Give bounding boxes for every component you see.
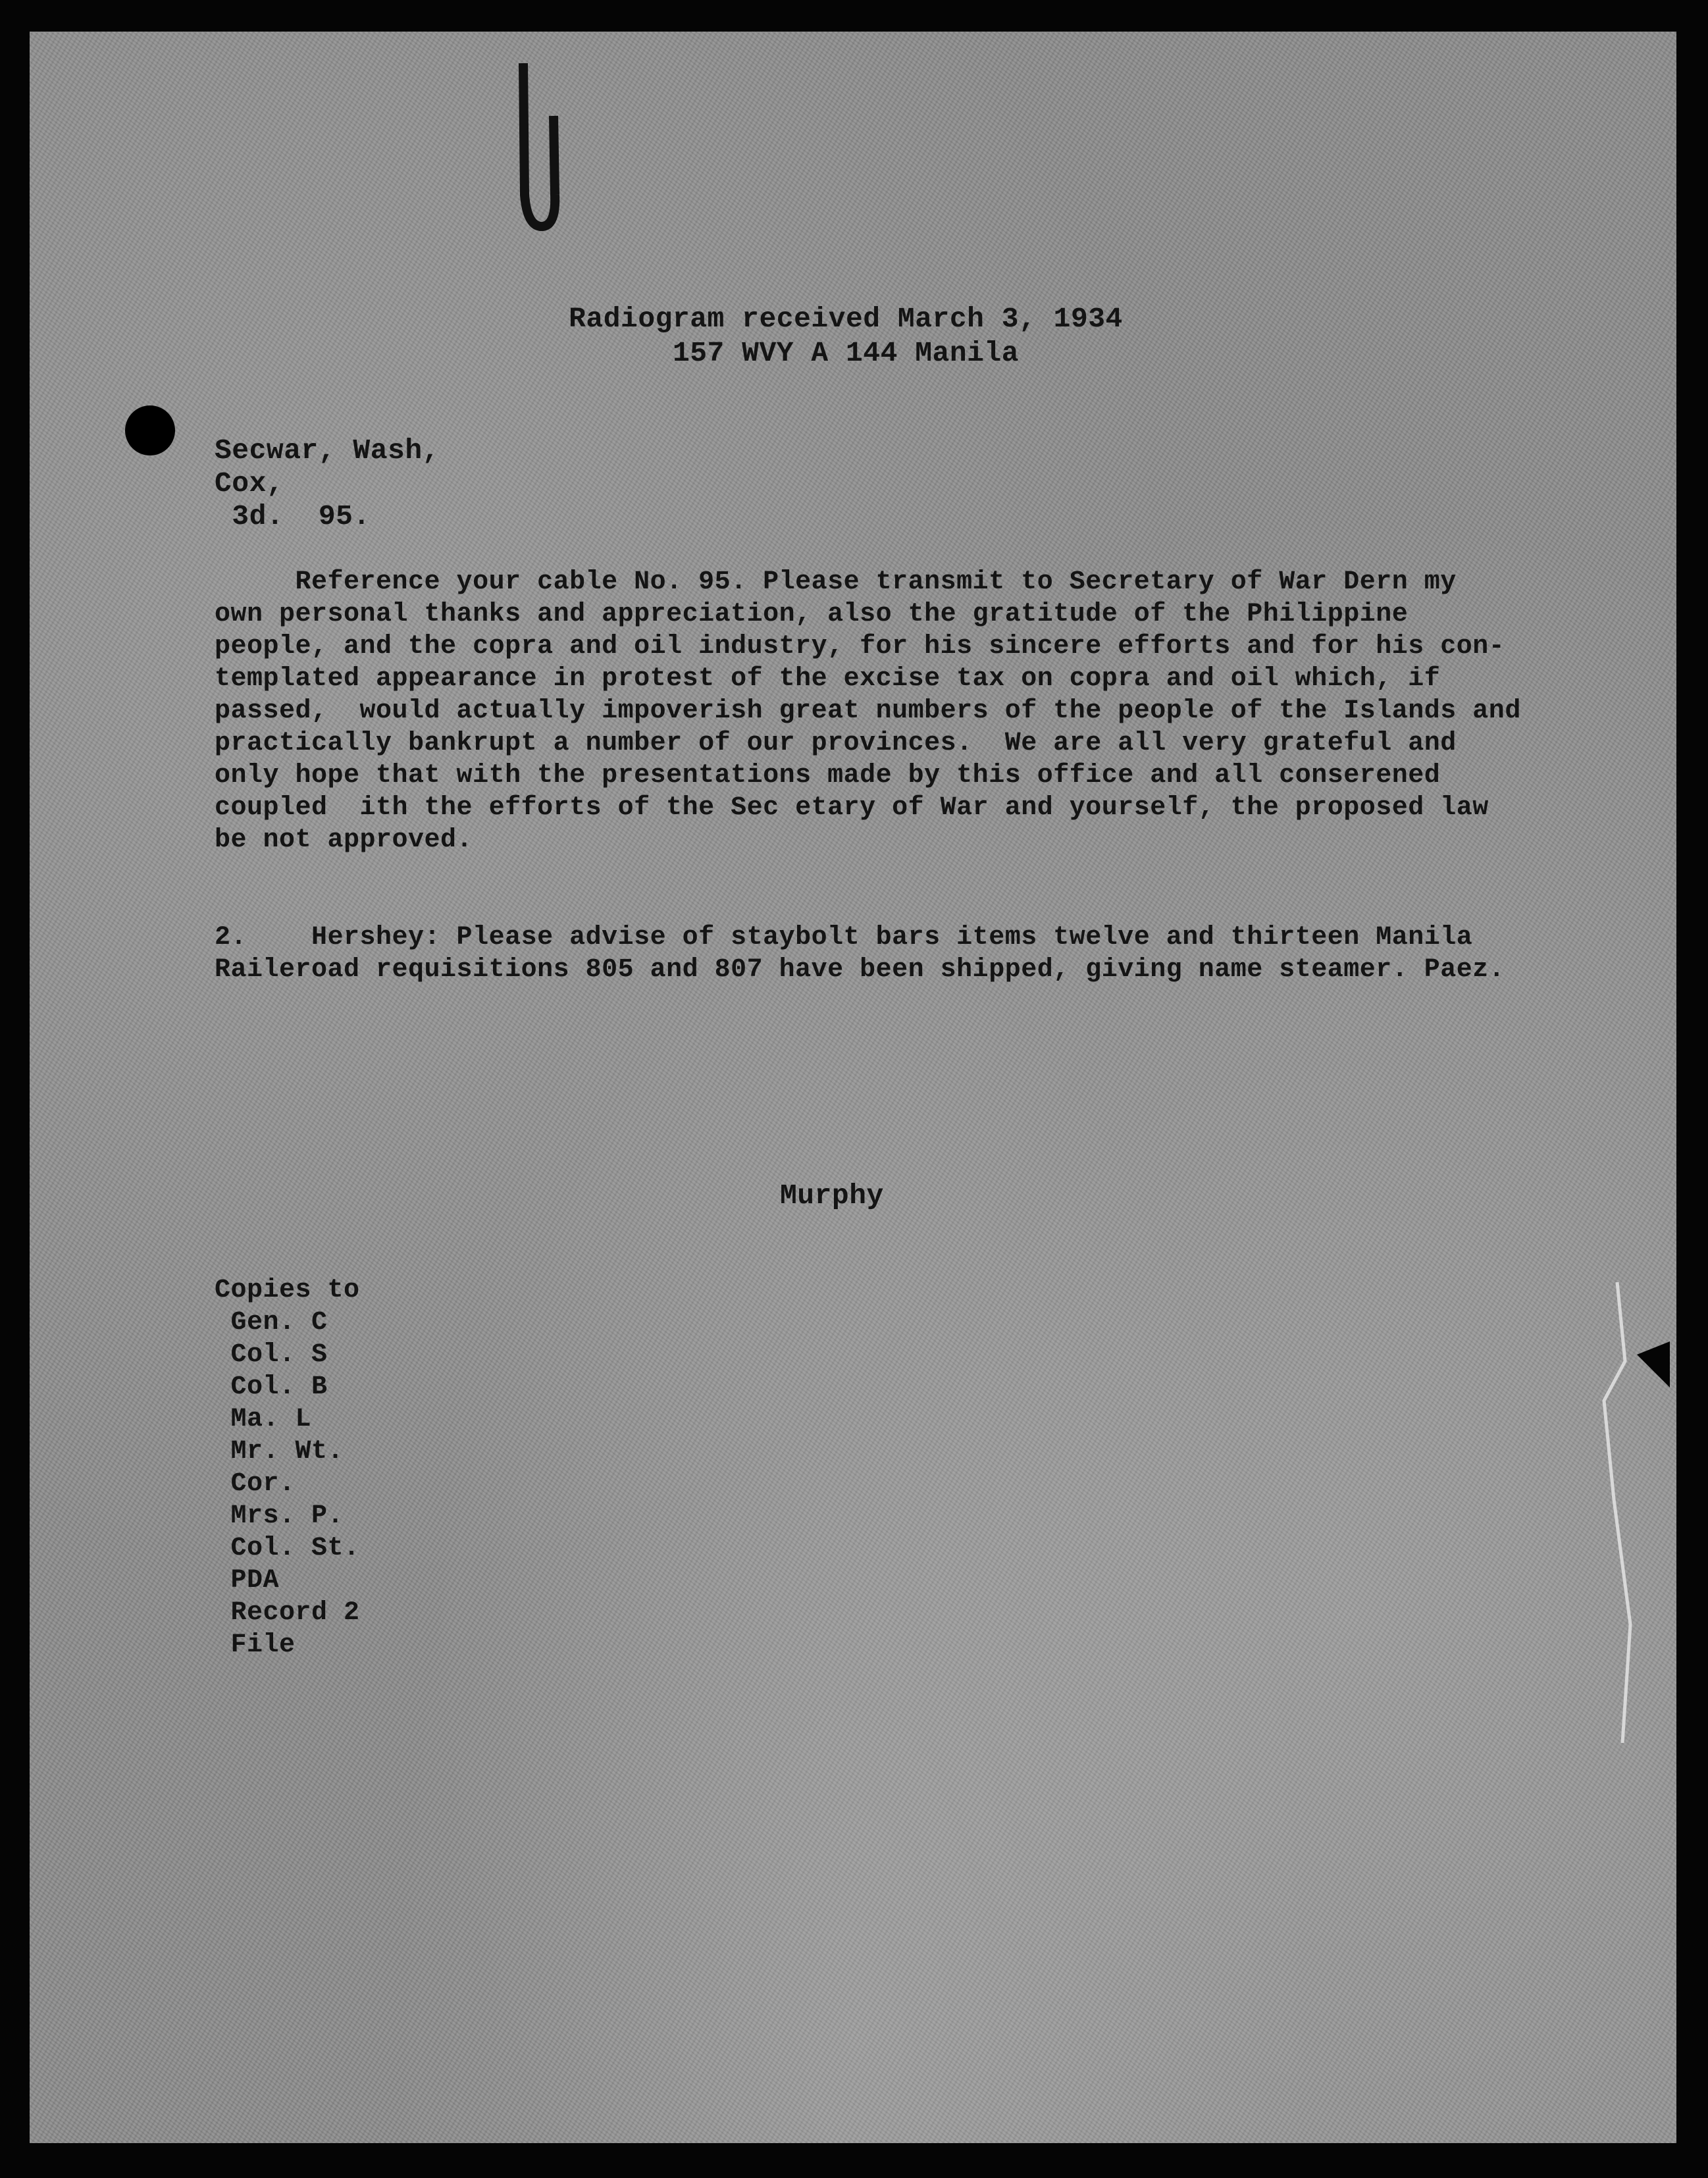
body-line: coupled ith the efforts of the Sec etary of War and yourself, the proposed law — [215, 793, 1489, 823]
address-line: 3d. 95. — [215, 500, 371, 532]
signature: Murphy — [780, 1180, 884, 1212]
copies-item: Col. B — [215, 1372, 328, 1402]
body-line: own personal thanks and appreciation, also the gratitude of the Philippine — [215, 600, 1409, 629]
address-line: Cox, — [215, 467, 284, 500]
copies-item: Record 2 — [215, 1598, 360, 1628]
copies-item: Mrs. P. — [215, 1501, 344, 1531]
copies-item: Cor. — [215, 1469, 296, 1499]
body-line: only hope that with the presentations made by this office and all conserened — [215, 761, 1441, 791]
copies-item: File — [215, 1630, 296, 1660]
body-line: Reference your cable No. 95. Please transmit to Secretary of War Dern my — [215, 567, 1457, 597]
torn-edge — [1591, 1282, 1670, 1743]
body-line: passed, would actually impoverish great numbers of the people of the Islands and — [215, 696, 1521, 726]
copies-item: Col. St. — [215, 1534, 360, 1563]
copies-item: Mr. Wt. — [215, 1437, 344, 1466]
paper-clip-mark — [515, 63, 561, 241]
radiogram-title: Radiogram received March 3, 1934 — [569, 303, 1123, 335]
body-line: Raileroad requisitions 805 and 807 have been shipped, giving name steamer. Paez. — [215, 955, 1505, 985]
body-line: practically bankrupt a number of our provinces. We are all very grateful and — [215, 729, 1457, 758]
copies-item: Col. S — [215, 1340, 328, 1370]
body-line: templated appearance in protest of the excise tax on copra and oil which, if — [215, 664, 1441, 694]
address-line: Secwar, Wash, — [215, 434, 440, 467]
copies-item: Gen. C — [215, 1308, 328, 1337]
body-line: people, and the copra and oil industry, for his sincere efforts and for his con- — [215, 632, 1505, 661]
punch-hole — [125, 405, 175, 455]
body-line: be not approved. — [215, 825, 473, 855]
body-line: 2. Hershey: Please advise of staybolt bars items twelve and thirteen Manila — [215, 923, 1473, 952]
copies-heading: Copies to — [215, 1276, 360, 1305]
copies-item: PDA — [215, 1566, 280, 1595]
copies-item: Ma. L — [215, 1405, 312, 1434]
radiogram-reference: 157 WVY A 144 Manila — [672, 337, 1020, 369]
